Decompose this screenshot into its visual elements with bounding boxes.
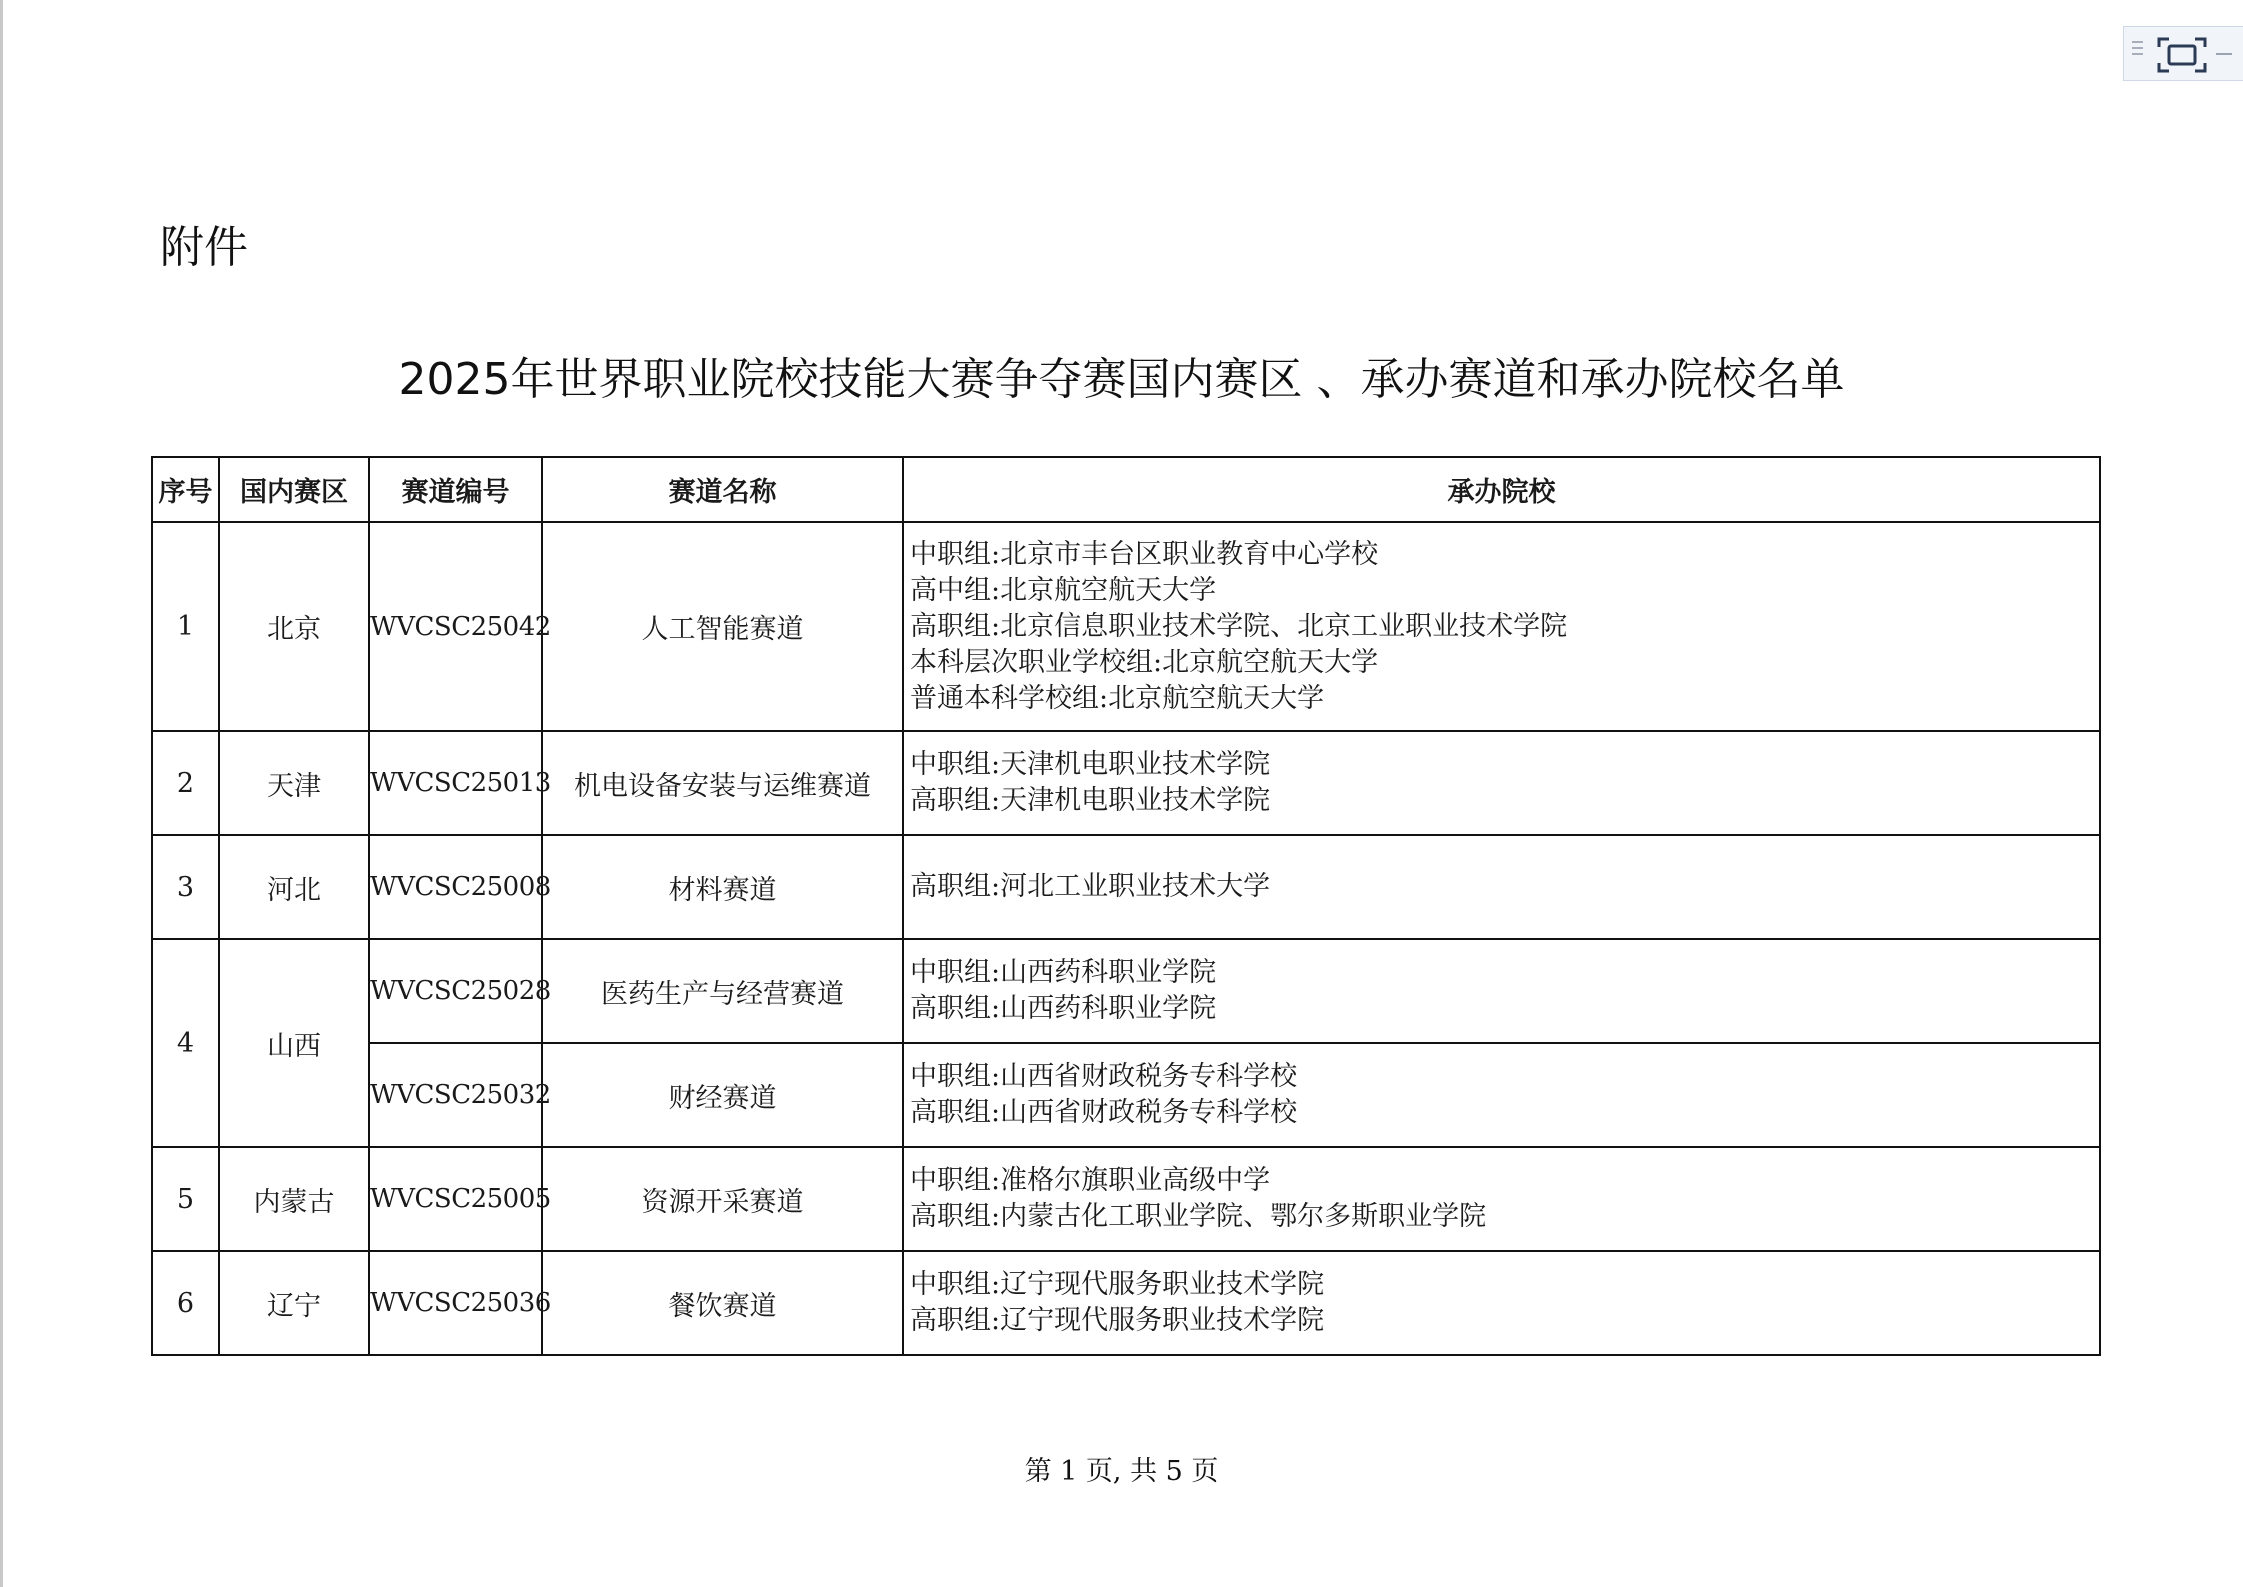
cell-track-name: 医药生产与经营赛道 [542, 939, 903, 1043]
table-row [152, 1147, 2100, 1251]
cell-track-code: WVCSC25032 [369, 1043, 542, 1147]
viewer-toolbar [2123, 26, 2243, 81]
host-line: 高职组:北京信息职业技术学院、北京工业职业技术学院 [910, 610, 1568, 642]
menu-icon[interactable] [2132, 41, 2143, 65]
host-line: 中职组:北京市丰台区职业教育中心学校 [910, 538, 1379, 570]
cell-host-schools [903, 1043, 2100, 1147]
host-line: 中职组:准格尔旗职业高级中学 [910, 1165, 1271, 1196]
host-line: 中职组:山西省财政税务专科学校 [910, 1061, 1298, 1092]
host-line: 本科层次职业学校组:北京航空航天大学 [910, 646, 1379, 678]
cell-region: 内蒙古 [219, 1147, 369, 1251]
cell-seq: 2 [152, 731, 219, 835]
minimize-icon[interactable] [2216, 53, 2232, 55]
document-title: 2025年世界职业院校技能大赛争夺赛国内赛区 、承办赛道和承办院校名单 [398, 354, 1845, 405]
host-line: 中职组:天津机电职业技术学院 [910, 749, 1271, 780]
table-row [152, 1043, 2100, 1147]
host-line: 中职组:辽宁现代服务职业技术学院 [910, 1269, 1325, 1300]
viewer-left-border [0, 0, 3, 1587]
table-row [152, 1251, 2100, 1355]
cell-region: 天津 [219, 731, 369, 835]
page-number-footer: 第 1 页, 共 5 页 [1024, 1456, 1219, 1487]
cell-host-schools [903, 731, 2100, 835]
cell-track-name: 资源开采赛道 [542, 1147, 903, 1251]
host-line: 高职组:辽宁现代服务职业技术学院 [910, 1305, 1325, 1336]
table-row [152, 522, 2100, 731]
cell-region: 北京 [219, 522, 369, 731]
cell-track-name: 机电设备安装与运维赛道 [542, 731, 903, 835]
cell-host-schools [903, 939, 2100, 1043]
host-line: 普通本科学校组:北京航空航天大学 [910, 682, 1325, 714]
cell-host-schools [903, 835, 2100, 939]
cell-track-code: WVCSC25042 [369, 522, 542, 731]
cell-track-code: WVCSC25005 [369, 1147, 542, 1251]
cell-host-schools [903, 1251, 2100, 1355]
attachment-label: 附件 [160, 222, 248, 273]
cell-region: 辽宁 [219, 1251, 369, 1355]
host-line: 高职组:山西省财政税务专科学校 [910, 1097, 1298, 1128]
cell-seq: 1 [152, 522, 219, 731]
header-track-name: 赛道名称 [542, 457, 903, 522]
host-line: 高职组:内蒙古化工职业学院、鄂尔多斯职业学院 [910, 1201, 1487, 1232]
table-row [152, 835, 2100, 939]
header-track-code: 赛道编号 [369, 457, 542, 522]
host-line: 高职组:河北工业职业技术大学 [910, 871, 1271, 902]
header-seq: 序号 [152, 457, 219, 522]
cell-seq: 6 [152, 1251, 219, 1355]
fit-page-icon[interactable] [2157, 37, 2207, 73]
cell-track-name: 人工智能赛道 [542, 522, 903, 731]
cell-seq: 5 [152, 1147, 219, 1251]
cell-track-name: 财经赛道 [542, 1043, 903, 1147]
cell-seq: 4 [152, 939, 219, 1147]
cell-track-name: 餐饮赛道 [542, 1251, 903, 1355]
host-line: 高中组:北京航空航天大学 [910, 574, 1217, 606]
cell-region: 山西 [219, 939, 369, 1147]
cell-track-code: WVCSC25013 [369, 731, 542, 835]
cell-region: 河北 [219, 835, 369, 939]
cell-track-code: WVCSC25008 [369, 835, 542, 939]
cell-seq: 3 [152, 835, 219, 939]
table-row [152, 939, 2100, 1043]
host-schools-table [151, 456, 2101, 1356]
host-line: 中职组:山西药科职业学院 [910, 957, 1217, 988]
host-line: 高职组:山西药科职业学院 [910, 993, 1217, 1024]
cell-host-schools [903, 1147, 2100, 1251]
cell-track-code: WVCSC25028 [369, 939, 542, 1043]
cell-host-schools [903, 522, 2100, 731]
cell-track-code: WVCSC25036 [369, 1251, 542, 1355]
table-header-row [152, 457, 2100, 522]
header-host-schools: 承办院校 [903, 457, 2100, 522]
host-line: 高职组:天津机电职业技术学院 [910, 785, 1271, 816]
cell-track-name: 材料赛道 [542, 835, 903, 939]
header-region: 国内赛区 [219, 457, 369, 522]
table-row [152, 731, 2100, 835]
